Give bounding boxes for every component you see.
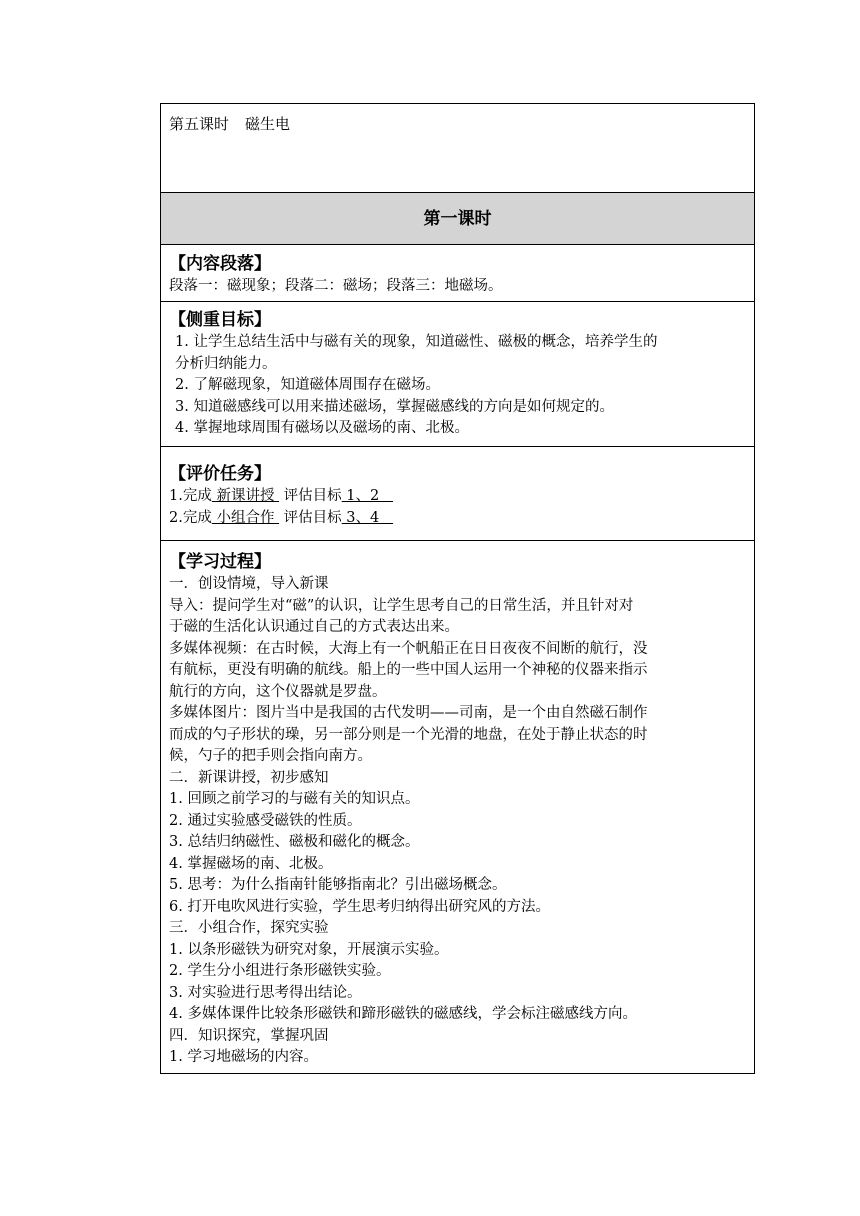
task-prefix: 2.完成 (169, 509, 212, 526)
process-section-title: 【学习过程】 (169, 552, 271, 572)
process-line: 导入：提问学生对“磁”的认识，让学生思考自己的日常生活，并且针对对 (169, 597, 634, 614)
task-target-label: 评估目标 (279, 509, 342, 526)
process-line: 于磁的生活化认识通过自己的方式表达出来。 (169, 619, 459, 635)
process-line: 而成的勺子形状的璪，另一部分则是一个光滑的地盘，在处于静止状态的时 (169, 726, 648, 743)
process-line: 3. 对实验进行思考得出结论。 (169, 984, 362, 1001)
goal-line: 4. 掌握地球周围有磁场以及磁场的南、北极。 (175, 420, 469, 436)
task-targets: 3、4 (341, 509, 394, 526)
goal-line: 1. 让学生总结生活中与磁有关的现象，知道磁性、磁极的概念，培养学生的 (175, 334, 658, 350)
task-target-label: 评估目标 (279, 488, 342, 504)
process-line: 一．创设情境，导入新课 (169, 576, 329, 592)
task-activity: 小组合作 (211, 509, 280, 526)
process-line: 多媒体图片：图片当中是我国的古代发明——司南，是一个由自然磁石制作 (169, 705, 648, 721)
goals-section-title: 【侧重目标】 (169, 310, 271, 330)
task-prefix: 1.完成 (169, 488, 212, 504)
process-line: 2. 通过实验感受磁铁的性质。 (169, 812, 362, 829)
period-header: 第一课时 (161, 193, 754, 245)
content-section-title: 【内容段落】 (169, 254, 271, 274)
task-line (169, 486, 746, 508)
process-line: 1. 回顾之前学习的与磁有关的知识点。 (169, 791, 420, 807)
task-line (169, 508, 746, 530)
task-targets: 1、2 (341, 488, 394, 504)
content-section (161, 245, 754, 302)
process-line: 三．小组合作，探究实验 (169, 920, 329, 936)
process-line: 6. 打开电吹风进行实验，学生思考归纳得出研究风的方法。 (169, 898, 550, 915)
lesson-plan-table (160, 103, 755, 1074)
process-line: 5. 思考：为什么指南针能够指南北？引出磁场概念。 (169, 877, 507, 893)
lesson-title-row (161, 104, 754, 193)
process-line: 有航标，更没有明确的航线。船上的一些中国人运用一个神秘的仪器来指示 (169, 662, 648, 678)
process-line: 3. 总结归纳磁性、磁极和磁化的概念。 (169, 834, 420, 850)
lesson-title: 第五课时 (169, 115, 230, 133)
process-line: 4. 多媒体课件比较条形磁铁和蹄形磁铁的磁感线，学会标注磁感线方向。 (169, 1006, 637, 1022)
tasks-section (161, 447, 754, 541)
goal-line: 分析归纳能力。 (175, 355, 277, 372)
lesson-topic: 磁生电 (245, 115, 291, 133)
process-line: 航行的方向，这个仪器就是罗盘。 (169, 683, 387, 700)
process-line: 多媒体视频：在古时候，大海上有一个帆船正在日日夜夜不间断的航行，没 (169, 640, 648, 657)
goal-line: 3. 知道磁感线可以用来描述磁场，掌握磁感线的方向是如何规定的。 (175, 398, 614, 415)
process-line: 1. 以条形磁铁为研究对象，开展演示实验。 (169, 941, 449, 958)
process-line: 4. 掌握磁场的南、北极。 (169, 855, 333, 872)
goal-line: 2. 了解磁现象，知道磁体周围存在磁场。 (175, 377, 440, 393)
process-line: 四．知识探究，掌握巩固 (169, 1027, 329, 1044)
process-line: 二．新课讲授，初步感知 (169, 769, 329, 786)
process-line: 1. 学习地磁场的内容。 (169, 1049, 318, 1065)
tasks-section-title: 【评价任务】 (169, 464, 271, 484)
task-activity: 新课讲授 (211, 488, 280, 504)
process-line: 候，勺子的把手则会指向南方。 (169, 748, 372, 764)
content-section-text: 段落一：磁现象；段落二：磁场；段落三：地磁场。 (169, 278, 503, 294)
goals-section (161, 302, 754, 447)
process-line: 2. 学生分小组进行条形磁铁实验。 (169, 963, 391, 979)
process-section (161, 541, 754, 1073)
